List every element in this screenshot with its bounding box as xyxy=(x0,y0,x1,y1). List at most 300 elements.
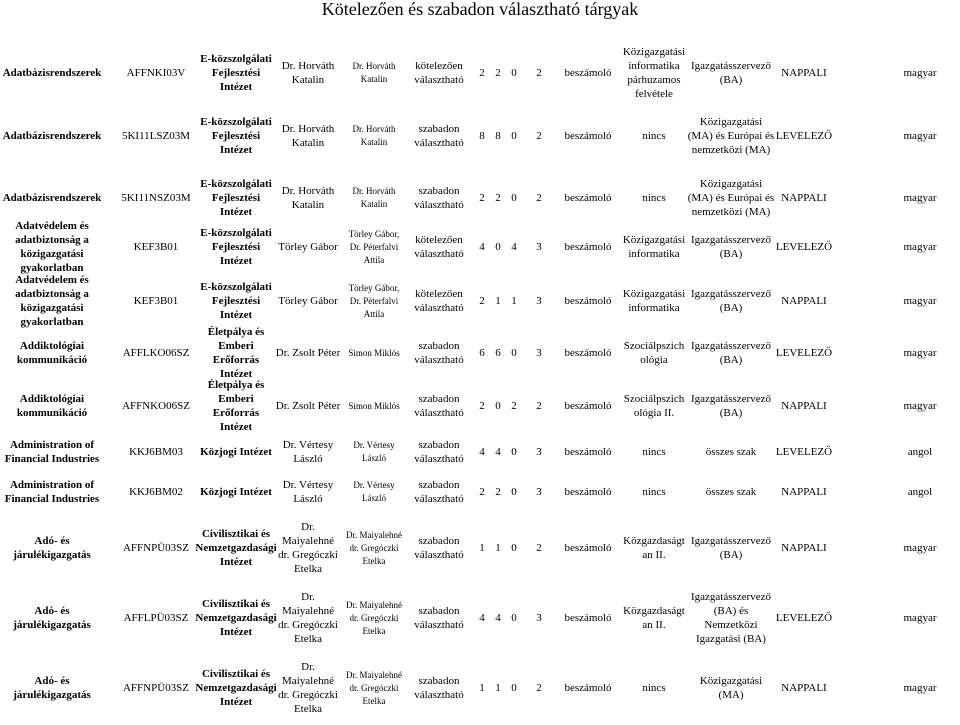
credits: 3 xyxy=(536,486,542,498)
subject-name-cell xyxy=(0,332,104,374)
course-code: KKJ6BM03 xyxy=(129,446,183,458)
lecturers: Dr. Maiyalehné dr. Gregóczki Etelka xyxy=(346,599,402,636)
hours-practice-cell xyxy=(507,477,521,507)
course-code-cell xyxy=(108,658,204,718)
hours-total-cell xyxy=(475,588,489,648)
hours-total-cell xyxy=(475,40,489,106)
credits: 3 xyxy=(536,446,542,458)
institute: E-közszolgálati Fejlesztési Intézet xyxy=(200,53,272,93)
elective-type-cell xyxy=(404,332,474,374)
lecturers-cell xyxy=(334,385,414,427)
course-code-cell xyxy=(108,477,204,507)
programme-cell xyxy=(686,175,776,220)
institute-cell xyxy=(196,326,276,380)
hours-total: 4 xyxy=(479,612,485,624)
prerequisite-cell xyxy=(616,276,692,326)
credits: 2 xyxy=(536,542,542,554)
subject-name: Adó- és járulékigazgatás xyxy=(13,535,91,561)
subject-name-cell xyxy=(0,276,104,326)
programme: Igazgatásszervező (BA) xyxy=(690,288,771,314)
responsible-lecturer: Dr. Horváth Katalin xyxy=(281,184,335,211)
hours-total-cell xyxy=(475,658,489,718)
elective-type-cell xyxy=(404,276,474,326)
programme: Igazgatásszervező (BA) xyxy=(690,60,771,86)
hours-practice: 4 xyxy=(511,241,517,253)
programme: Közigazgatási (MA) és Európai és nemzetközi (MA) xyxy=(687,177,775,218)
language: magyar xyxy=(903,129,937,142)
hours-practice-cell xyxy=(507,40,521,106)
subject-name-cell xyxy=(0,437,104,467)
lecturers-cell xyxy=(334,222,414,272)
course-code: KKJ6BM02 xyxy=(129,486,183,498)
programme-cell xyxy=(686,477,776,507)
language: magyar xyxy=(903,347,937,359)
hours-lecture: 1 xyxy=(495,542,501,554)
hours-total: 1 xyxy=(479,682,485,694)
programme-cell xyxy=(686,658,776,718)
subject-name-cell xyxy=(0,518,104,578)
hours-lecture: 4 xyxy=(495,446,501,458)
hours-lecture-cell xyxy=(491,40,505,106)
prerequisite-cell xyxy=(616,175,692,220)
course-code-cell xyxy=(108,40,204,106)
study-mode-cell xyxy=(774,40,834,106)
language: magyar xyxy=(903,191,937,204)
institute: E-közszolgálati Fejlesztési Intézet xyxy=(200,281,272,321)
lecturers-cell xyxy=(334,477,414,507)
lecturers: Dr. Horváth Katalin xyxy=(352,185,396,209)
language: magyar xyxy=(903,241,937,253)
study-mode: LEVELEZŐ xyxy=(775,129,833,142)
language-cell xyxy=(880,276,960,326)
programme-cell xyxy=(686,437,776,467)
subject-name-cell xyxy=(0,113,104,158)
prerequisite: Közgazdaságt an II. xyxy=(623,535,685,561)
study-mode-cell xyxy=(774,222,834,272)
programme: összes szak xyxy=(705,486,757,498)
hours-lecture-cell xyxy=(491,332,505,374)
credits-cell xyxy=(532,658,546,718)
lecturers-cell xyxy=(334,518,414,578)
institute-cell xyxy=(196,276,276,326)
subject-name: Addiktológiai kommunikáció xyxy=(16,393,88,419)
table-row xyxy=(0,175,960,220)
language-cell xyxy=(880,222,960,272)
language-cell xyxy=(880,437,960,467)
credits-cell xyxy=(532,385,546,427)
language: angol xyxy=(907,446,933,458)
subject-name-cell xyxy=(0,175,104,220)
lecturers: Dr. Vértesy László xyxy=(353,440,395,463)
credits: 3 xyxy=(536,347,542,359)
table-row xyxy=(0,379,960,433)
elective-type-cell xyxy=(404,175,474,220)
hours-practice: 0 xyxy=(511,446,517,458)
subject-name: Adatvédelem és adatbiztonság a közigazgatási gyakorlatban xyxy=(15,220,89,274)
credits: 2 xyxy=(536,682,542,694)
table-row xyxy=(0,437,960,467)
prerequisite-cell xyxy=(616,658,692,718)
prerequisite: nincs xyxy=(642,486,666,498)
institute: Civilisztikai és Nemzetgazdasági Intézet xyxy=(195,528,277,568)
hours-lecture-cell xyxy=(491,175,505,220)
hours-total: 4 xyxy=(479,446,485,458)
language-cell xyxy=(880,40,960,106)
hours-total-cell xyxy=(475,437,489,467)
assessment-type-cell xyxy=(556,588,620,648)
institute-cell xyxy=(196,40,276,106)
responsible-lecturer: Dr. Vértesy László xyxy=(282,479,334,505)
language: magyar xyxy=(903,682,937,694)
programme-cell xyxy=(686,385,776,427)
language: angol xyxy=(907,486,933,498)
programme-cell xyxy=(686,40,776,106)
credits: 3 xyxy=(536,241,542,253)
course-code: 5KI11LSZ03M xyxy=(121,129,191,142)
course-code: AFFNKI03V xyxy=(126,67,186,79)
study-mode-cell xyxy=(774,588,834,648)
elective-type-cell xyxy=(404,385,474,427)
assessment-type: beszámoló xyxy=(564,67,612,79)
assessment-type-cell xyxy=(556,276,620,326)
study-mode-cell xyxy=(774,385,834,427)
assessment-type-cell xyxy=(556,518,620,578)
institute: Civilisztikai és Nemzetgazdasági Intézet xyxy=(195,598,277,638)
subject-name: Addiktológiai kommunikáció xyxy=(16,340,88,366)
prerequisite: Szociálpszich ológia xyxy=(623,340,685,366)
assessment-type: beszámoló xyxy=(564,129,612,142)
course-code-cell xyxy=(108,113,204,158)
hours-lecture-cell xyxy=(491,437,505,467)
course-code: KEF3B01 xyxy=(133,295,179,307)
credits-cell xyxy=(532,332,546,374)
hours-lecture: 8 xyxy=(495,129,501,142)
credits-cell xyxy=(532,276,546,326)
credits-cell xyxy=(532,113,546,158)
institute-cell xyxy=(196,379,276,433)
elective-type: kötelezően választható xyxy=(414,234,464,260)
hours-lecture: 2 xyxy=(495,191,501,204)
hours-total-cell xyxy=(475,113,489,158)
table-row xyxy=(0,222,960,272)
study-mode: LEVELEZŐ xyxy=(775,241,833,253)
hours-lecture-cell xyxy=(491,222,505,272)
subject-name: Adatbázisrendszerek xyxy=(2,67,102,79)
language-cell xyxy=(880,477,960,507)
institute: Életpálya és Emberi Erőforrás Intézet xyxy=(207,326,265,380)
assessment-type-cell xyxy=(556,658,620,718)
responsible-lecturer: Törley Gábor xyxy=(278,295,338,307)
lecturers: Simon Miklós xyxy=(348,347,400,358)
assessment-type-cell xyxy=(556,437,620,467)
credits-cell xyxy=(532,175,546,220)
elective-type: szabadon választható xyxy=(414,479,464,505)
elective-type-cell xyxy=(404,222,474,272)
course-code: AFFLKO06SZ xyxy=(122,347,190,359)
study-mode: LEVELEZŐ xyxy=(775,446,833,458)
institute: Civilisztikai és Nemzetgazdasági Intézet xyxy=(195,668,277,708)
hours-total: 2 xyxy=(479,400,485,412)
subject-name: Adatbázisrendszerek xyxy=(2,129,102,142)
study-mode: NAPPALI xyxy=(781,67,827,79)
prerequisite-cell xyxy=(616,437,692,467)
study-mode: LEVELEZŐ xyxy=(775,612,833,624)
lecturers: Simon Miklós xyxy=(348,400,400,411)
hours-lecture: 2 xyxy=(495,67,501,79)
hours-practice: 0 xyxy=(511,682,517,694)
prerequisite-cell xyxy=(616,588,692,648)
course-code-cell xyxy=(108,222,204,272)
subject-name-cell xyxy=(0,477,104,507)
language-cell xyxy=(880,588,960,648)
language: magyar xyxy=(903,67,937,79)
hours-total: 4 xyxy=(479,241,485,253)
hours-lecture-cell xyxy=(491,385,505,427)
lecturers-cell xyxy=(334,437,414,467)
programme-cell xyxy=(686,588,776,648)
course-code-cell xyxy=(108,588,204,648)
hours-total-cell xyxy=(475,385,489,427)
credits: 2 xyxy=(536,400,542,412)
hours-total-cell xyxy=(475,332,489,374)
table-row xyxy=(0,518,960,578)
hours-total: 2 xyxy=(479,486,485,498)
hours-practice-cell xyxy=(507,175,521,220)
subject-name: Adó- és járulékigazgatás xyxy=(13,675,91,701)
language: magyar xyxy=(903,542,937,554)
assessment-type-cell xyxy=(556,477,620,507)
hours-total: 2 xyxy=(479,67,485,79)
language-cell xyxy=(880,332,960,374)
responsible-lecturer: Dr. Maiyalehné dr. Gregóczki Etelka xyxy=(278,521,338,575)
course-code: KEF3B01 xyxy=(133,241,179,253)
hours-lecture-cell xyxy=(491,518,505,578)
assessment-type-cell xyxy=(556,40,620,106)
study-mode: NAPPALI xyxy=(781,682,827,694)
course-code-cell xyxy=(108,385,204,427)
hours-practice-cell xyxy=(507,222,521,272)
course-code-cell xyxy=(108,437,204,467)
programme-cell xyxy=(686,332,776,374)
lecturers: Dr. Maiyalehné dr. Gregóczki Etelka xyxy=(346,669,402,706)
subject-name: Administration of Financial Industries xyxy=(4,479,100,505)
subject-name-cell xyxy=(0,222,104,272)
course-code: AFFNKO06SZ xyxy=(122,400,190,412)
institute-cell xyxy=(196,437,276,467)
lecturers-cell xyxy=(334,113,414,158)
responsible-lecturer: Dr. Horváth Katalin xyxy=(281,122,335,149)
hours-practice-cell xyxy=(507,276,521,326)
hours-lecture-cell xyxy=(491,276,505,326)
study-mode-cell xyxy=(774,477,834,507)
lecturers: Dr. Maiyalehné dr. Gregóczki Etelka xyxy=(346,529,402,566)
hours-lecture: 0 xyxy=(495,400,501,412)
hours-total-cell xyxy=(475,477,489,507)
hours-practice: 0 xyxy=(511,486,517,498)
hours-lecture-cell xyxy=(491,588,505,648)
table-row xyxy=(0,588,960,648)
elective-type: szabadon választható xyxy=(414,393,464,419)
hours-practice: 2 xyxy=(511,400,517,412)
language: magyar xyxy=(903,295,937,307)
hours-practice: 0 xyxy=(511,129,517,142)
prerequisite-cell xyxy=(616,222,692,272)
course-code-cell xyxy=(108,175,204,220)
prerequisite: nincs xyxy=(642,191,666,204)
study-mode: NAPPALI xyxy=(781,400,827,412)
lecturers: Dr. Vértesy László xyxy=(353,480,395,503)
language-cell xyxy=(880,113,960,158)
course-code: AFFNPÜ03SZ xyxy=(122,682,190,694)
prerequisite-cell xyxy=(616,113,692,158)
course-code-cell xyxy=(108,276,204,326)
programme: Közigazgatási (MA) xyxy=(699,675,763,701)
hours-total: 6 xyxy=(479,347,485,359)
elective-type-cell xyxy=(404,40,474,106)
assessment-type-cell xyxy=(556,385,620,427)
hours-total: 1 xyxy=(479,542,485,554)
programme: Igazgatásszervező (BA) xyxy=(690,234,771,260)
prerequisite-cell xyxy=(616,385,692,427)
assessment-type: beszámoló xyxy=(564,191,612,204)
hours-total: 2 xyxy=(479,295,485,307)
elective-type: szabadon választható xyxy=(414,122,464,149)
subject-name: Adatvédelem és adatbiztonság a közigazgatási gyakorlatban xyxy=(15,274,89,328)
table-row xyxy=(0,326,960,380)
programme-cell xyxy=(686,113,776,158)
course-code: AFFLPÜ03SZ xyxy=(123,612,189,624)
prerequisite: nincs xyxy=(642,446,666,458)
lecturers-cell xyxy=(334,658,414,718)
hours-practice-cell xyxy=(507,385,521,427)
course-code: AFFNPÜ03SZ xyxy=(122,542,190,554)
elective-type: kötelezően választható xyxy=(414,60,464,86)
elective-type-cell xyxy=(404,113,474,158)
study-mode: NAPPALI xyxy=(781,486,827,498)
institute: E-közszolgálati Fejlesztési Intézet xyxy=(200,177,272,218)
prerequisite-cell xyxy=(616,518,692,578)
prerequisite: nincs xyxy=(642,129,666,142)
prerequisite: Közgazdaságt an II. xyxy=(623,605,685,631)
lecturers-cell xyxy=(334,588,414,648)
lecturers: Törley Gábor, Dr. Péterfalvi Attila xyxy=(348,282,400,319)
institute-cell xyxy=(196,175,276,220)
programme: összes szak xyxy=(705,446,757,458)
hours-total: 2 xyxy=(479,191,485,204)
language: magyar xyxy=(903,400,937,412)
hours-total: 8 xyxy=(479,129,485,142)
lecturers: Törley Gábor, Dr. Péterfalvi Attila xyxy=(348,228,400,265)
elective-type: kötelezően választható xyxy=(414,288,464,314)
credits: 2 xyxy=(536,67,542,79)
credits: 3 xyxy=(536,295,542,307)
institute: E-közszolgálati Fejlesztési Intézet xyxy=(200,115,272,156)
subject-name: Administration of Financial Industries xyxy=(4,439,100,465)
programme: Igazgatásszervező (BA) és Nemzetközi Igazgatási (BA) xyxy=(690,591,771,645)
programme: Igazgatásszervező (BA) xyxy=(690,340,771,366)
elective-type: szabadon választható xyxy=(414,184,464,211)
elective-type: szabadon választható xyxy=(414,605,464,631)
responsible-lecturer: Dr. Zsolt Péter xyxy=(275,400,341,412)
elective-type-cell xyxy=(404,588,474,648)
subject-name-cell xyxy=(0,385,104,427)
prerequisite: Közigazgatási informatika párhuzamos felvétele xyxy=(622,46,686,100)
institute: Közjogi Intézet xyxy=(200,486,272,498)
study-mode-cell xyxy=(774,276,834,326)
language: magyar xyxy=(903,612,937,624)
assessment-type: beszámoló xyxy=(564,347,612,359)
prerequisite-cell xyxy=(616,40,692,106)
institute: E-közszolgálati Fejlesztési Intézet xyxy=(200,227,272,267)
study-mode-cell xyxy=(774,437,834,467)
institute-cell xyxy=(196,588,276,648)
study-mode-cell xyxy=(774,658,834,718)
programme-cell xyxy=(686,518,776,578)
responsible-lecturer: Dr. Zsolt Péter xyxy=(275,347,341,359)
hours-practice-cell xyxy=(507,332,521,374)
assessment-type: beszámoló xyxy=(564,486,612,498)
elective-type-cell xyxy=(404,437,474,467)
hours-practice-cell xyxy=(507,437,521,467)
institute-cell xyxy=(196,222,276,272)
responsible-lecturer: Törley Gábor xyxy=(278,241,338,253)
programme: Közigazgatási (MA) és Európai és nemzetközi (MA) xyxy=(687,115,775,156)
assessment-type-cell xyxy=(556,175,620,220)
hours-practice-cell xyxy=(507,518,521,578)
hours-total-cell xyxy=(475,276,489,326)
hours-lecture: 2 xyxy=(495,486,501,498)
credits-cell xyxy=(532,40,546,106)
assessment-type: beszámoló xyxy=(564,241,612,253)
prerequisite: Szociálpszich ológia II. xyxy=(623,393,685,419)
hours-lecture: 6 xyxy=(495,347,501,359)
elective-type: szabadon választható xyxy=(414,675,464,701)
credits-cell xyxy=(532,518,546,578)
prerequisite-cell xyxy=(616,477,692,507)
course-code-cell xyxy=(108,518,204,578)
credits-cell xyxy=(532,477,546,507)
assessment-type: beszámoló xyxy=(564,682,612,694)
assessment-type: beszámoló xyxy=(564,542,612,554)
hours-lecture-cell xyxy=(491,113,505,158)
hours-practice: 0 xyxy=(511,542,517,554)
hours-practice: 0 xyxy=(511,347,517,359)
credits-cell xyxy=(532,588,546,648)
responsible-lecturer: Dr. Maiyalehné dr. Gregóczki Etelka xyxy=(278,661,338,715)
prerequisite-cell xyxy=(616,332,692,374)
elective-type: szabadon választható xyxy=(414,535,464,561)
study-mode-cell xyxy=(774,332,834,374)
assessment-type: beszámoló xyxy=(564,295,612,307)
lecturers-cell xyxy=(334,276,414,326)
lecturers: Dr. Horváth Katalin xyxy=(352,61,396,84)
table-row xyxy=(0,113,960,158)
assessment-type-cell xyxy=(556,113,620,158)
assessment-type: beszámoló xyxy=(564,400,612,412)
study-mode-cell xyxy=(774,113,834,158)
study-mode: NAPPALI xyxy=(781,295,827,307)
study-mode: NAPPALI xyxy=(781,191,827,204)
table-row xyxy=(0,477,960,507)
assessment-type-cell xyxy=(556,222,620,272)
hours-practice: 1 xyxy=(511,295,517,307)
institute-cell xyxy=(196,518,276,578)
hours-total-cell xyxy=(475,518,489,578)
language-cell xyxy=(880,385,960,427)
credits-cell xyxy=(532,222,546,272)
lecturers-cell xyxy=(334,40,414,106)
elective-type-cell xyxy=(404,518,474,578)
